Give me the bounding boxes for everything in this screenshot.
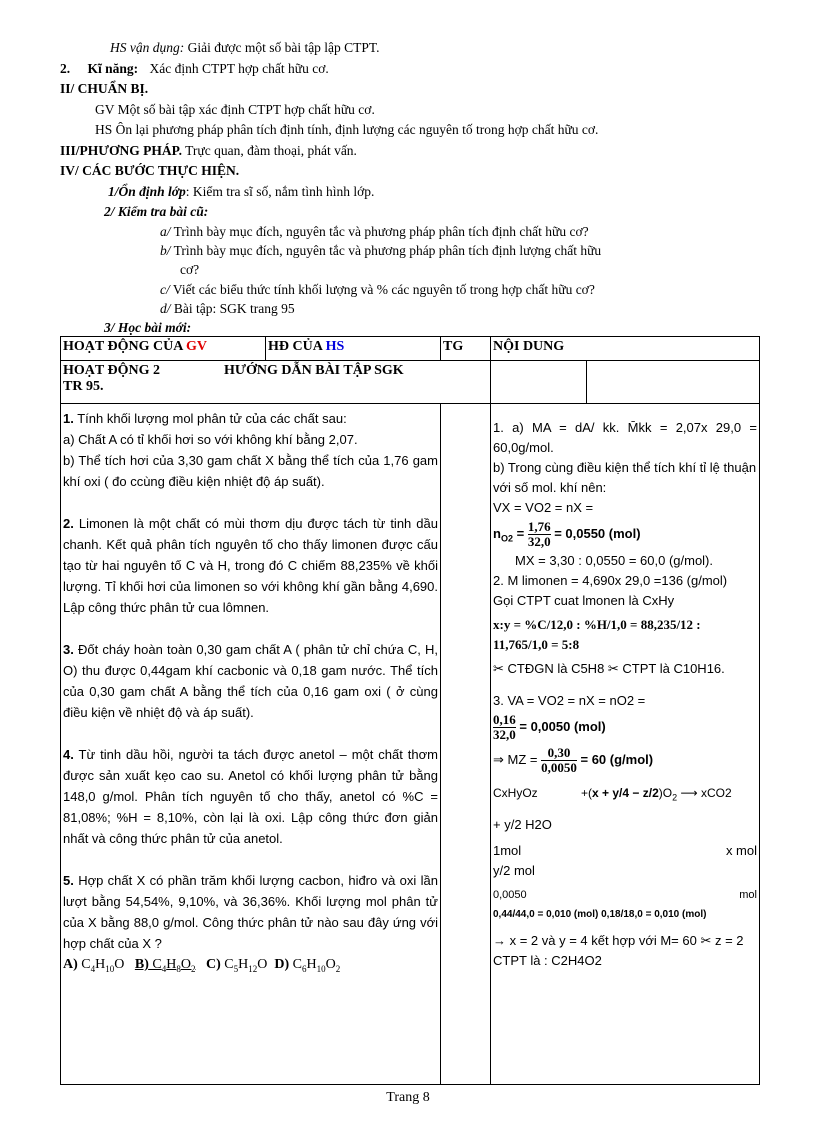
- col-noi-dung-header: NỘI DUNG: [491, 337, 760, 361]
- a2-line2: Gọi CTPT cuat lmonen là CxHy: [493, 593, 675, 608]
- hs-van-dung-label: HS vận dụng:: [110, 40, 185, 55]
- a2-ratio: x:y = %C/12,0 : %H/1,0 = 88,235/12 : 11,765/1,0 = 5:8: [493, 617, 701, 652]
- ki-nang-label: Kĩ năng:: [87, 61, 139, 76]
- on-dinh-text: : Kiểm tra sĩ số, nắm tình hình lớp.: [185, 184, 375, 199]
- a3-conclude: → x = 2 và y = 4 kết hợp với M= 60 ✂ z = 2: [493, 933, 744, 949]
- a1-line3: VX = VO2 = nX =: [493, 500, 594, 515]
- ki-nang-text: Xác định CTPT hợp chất hữu cơ.: [149, 61, 329, 76]
- a1-mx: MX = 3,30 : 0,0550 = 60,0 (g/mol).: [515, 553, 714, 568]
- phuong-phap-text: Trực quan, đàm thoại, phát vấn.: [182, 143, 357, 158]
- buoc-title: IV/ CÁC BƯỚC THỰC HIỆN.: [60, 163, 240, 178]
- question-b-cont: cơ?: [180, 262, 200, 277]
- on-dinh-line: [108, 183, 374, 200]
- a3-mol3: 0,0050 mol: [493, 889, 757, 902]
- a3-eq-tail: + y/2 H2O: [493, 817, 552, 833]
- hd2-cell: HOẠT ĐỘNG 2 HƯỚNG DẪN BÀI TẬP SGK TR 95.: [61, 361, 491, 404]
- kiem-tra-label: 2/ Kiểm tra bài cũ:: [104, 204, 209, 219]
- table-header-row: [61, 337, 760, 361]
- a3-equation: CxHyOz $+(x + y/4 - z/2)O_2$ ⟶ xCO2: [493, 786, 732, 803]
- hd2-empty-1: [491, 361, 587, 404]
- hs-van-dung-text: Giải được một số bài tập lập CTPT.: [184, 40, 380, 55]
- col-gv-header: HOẠT ĐỘNG CỦA GV: [61, 337, 266, 361]
- hs-van-dung-line: [110, 39, 380, 56]
- page-number: Trang 8: [386, 1090, 430, 1105]
- answers-cell: [491, 404, 760, 1085]
- a1-fraction: $n_{O2}$ = $\frac{1,76}{32,0}$ = 0,0550 (mol): [493, 519, 641, 549]
- a2-line1: 2. M limonen = 4,690x 29,0 =136 (g/mol): [493, 573, 728, 588]
- col-tg-header: TG: [441, 337, 491, 361]
- question-a: a/ Trình bày mục đích, nguyên tắc và phương pháp phân tích định chất hữu cơ?: [160, 224, 589, 239]
- question-c: c/ Viết các biểu thức tính khối lượng và % các nguyên tố trong hợp chất hữu cơ?: [160, 282, 595, 297]
- a3-ctpt: CTPT là : C2H4O2: [493, 953, 602, 969]
- questions-cell: 1. Tính khối lượng mol phân tử của các chất sau: a) Chất A có tỉ khối hơi so với không khí bằng 2,07. b) Thể tích hơi của 3,30 gam chất X bằng thể tích của 1,76 gam khí oxi ( đo ccùng điều kiện nhiệt độ áp suất). 2. Limonen là một chất có mùi thơm dịu được tách từ tinh dầu chanh. Kết quả phân tích nguyên tố cho thấy limonen được cấu tạo từ hai nguyên tố C và H, trong đó C chiếm 88,235% về khối lượng. Tỉ khối hơi của limonen so với không khí gần bằng 4,690. Lập công thức phân tử cua lômnen. 3. Đốt cháy hoàn toàn 0,30 gam chất A ( phân tử chỉ chứa C, H, O) thu được 0,44gam khí cacbonic và 0,18 gam nước. Thể tích của 0,30 gam chất A bằng thể tích của 0,16 gam oxi ( ở cùng điều kiện về nhiệt độ và áp suất). 4. Từ tinh dầu hồi, người ta tách được anetol – một chất thơm được sản xuất kẹo cao su. Anetol có khối lượng phân tử bằng 148,0 g/mol. Phân tích nguyên tố cho thấy, anetol có %C = 81,08%; %H = 8,10%, còn lại là oxi. Lập công thức đơn giản nhất và công thức phân tử của anetol. 5. Hợp chất X có phần trăm khối lượng cacbon, hiđro và oxi lần lượt bằng 54,54%, 9,10%, và 36,36%. Khối lượng mol phân tử của X bằng 88,0 g/mol. Công thức phân tử nào sau đây ứng với hợp chất của X ? A) $C_4H_{10}O$ B) $C_4H_8O_2$ C) $C_5H_{12}O$ D) $C_6H_{10}O_2$: [61, 404, 441, 1085]
- a1-line1: 1. a) MA = dA/ kk. M̄kk = 2,07x 29,0 = 60,0g/mol.: [493, 420, 757, 455]
- a3-ratio-line: 0,44/44,0 = 0,010 (mol) 0,18/18,0 = 0,010 (mol): [493, 909, 707, 921]
- a3-mz: ⇒ MZ = $\frac{0,30}{0,0050}$ = 60 (g/mol): [493, 745, 654, 775]
- ki-nang-num: 2.: [60, 61, 71, 76]
- a3-fraction: $\frac{0,16}{32,0}$ = 0,0050 (mol): [493, 712, 606, 742]
- on-dinh-label: 1/Ổn định lớp: [108, 184, 186, 199]
- phuong-phap-line: [60, 142, 357, 159]
- hd2-empty-2: [587, 361, 760, 404]
- lesson-table: [60, 336, 760, 1085]
- a3-mol1: 1mol x mol: [493, 843, 757, 859]
- chuan-bi-title: II/ CHUẨN BỊ.: [60, 81, 149, 96]
- hs-line: HS Ôn lại phương pháp phân tích định tính, định lượng các nguyên tố trong hợp chất hữu cơ.: [95, 122, 599, 137]
- a3-line1: 3. VA = VO2 = nX = nO2 =: [493, 693, 646, 708]
- a3-mol2: y/2 mol: [493, 863, 535, 879]
- ki-nang-line: [60, 60, 329, 77]
- table-content-row: [61, 404, 760, 1085]
- col-hs-header: HĐ CỦA HS: [266, 337, 441, 361]
- phuong-phap-label: III/PHƯƠNG PHÁP.: [60, 143, 183, 158]
- answer-options: A) $C_4H_{10}O$ B) $C_4H_8O_2$ C) $C_5H_{12}O$ D) $C_6H_{10}O_2$: [63, 957, 341, 974]
- table-hd2-row: [61, 361, 760, 404]
- question-d: d/ Bài tập: SGK trang 95: [160, 301, 295, 316]
- tg-cell: [441, 404, 491, 1085]
- question-b: b/ Trình bày mục đích, nguyên tắc và phương pháp phân tích định lượng chất hữu: [160, 243, 602, 258]
- bai-moi-label: 3/ Học bài mới:: [104, 320, 192, 335]
- a2-result: ✂ CTĐGN là C5H8 ✂ CTPT là C10H16.: [493, 661, 725, 676]
- gv-line: GV Một số bài tập xác định CTPT hợp chất hữu cơ.: [95, 102, 375, 117]
- a1-line2: b) Trong cùng điều kiện thể tích khí tỉ lệ thuận với số mol. khí nên:: [493, 460, 757, 495]
